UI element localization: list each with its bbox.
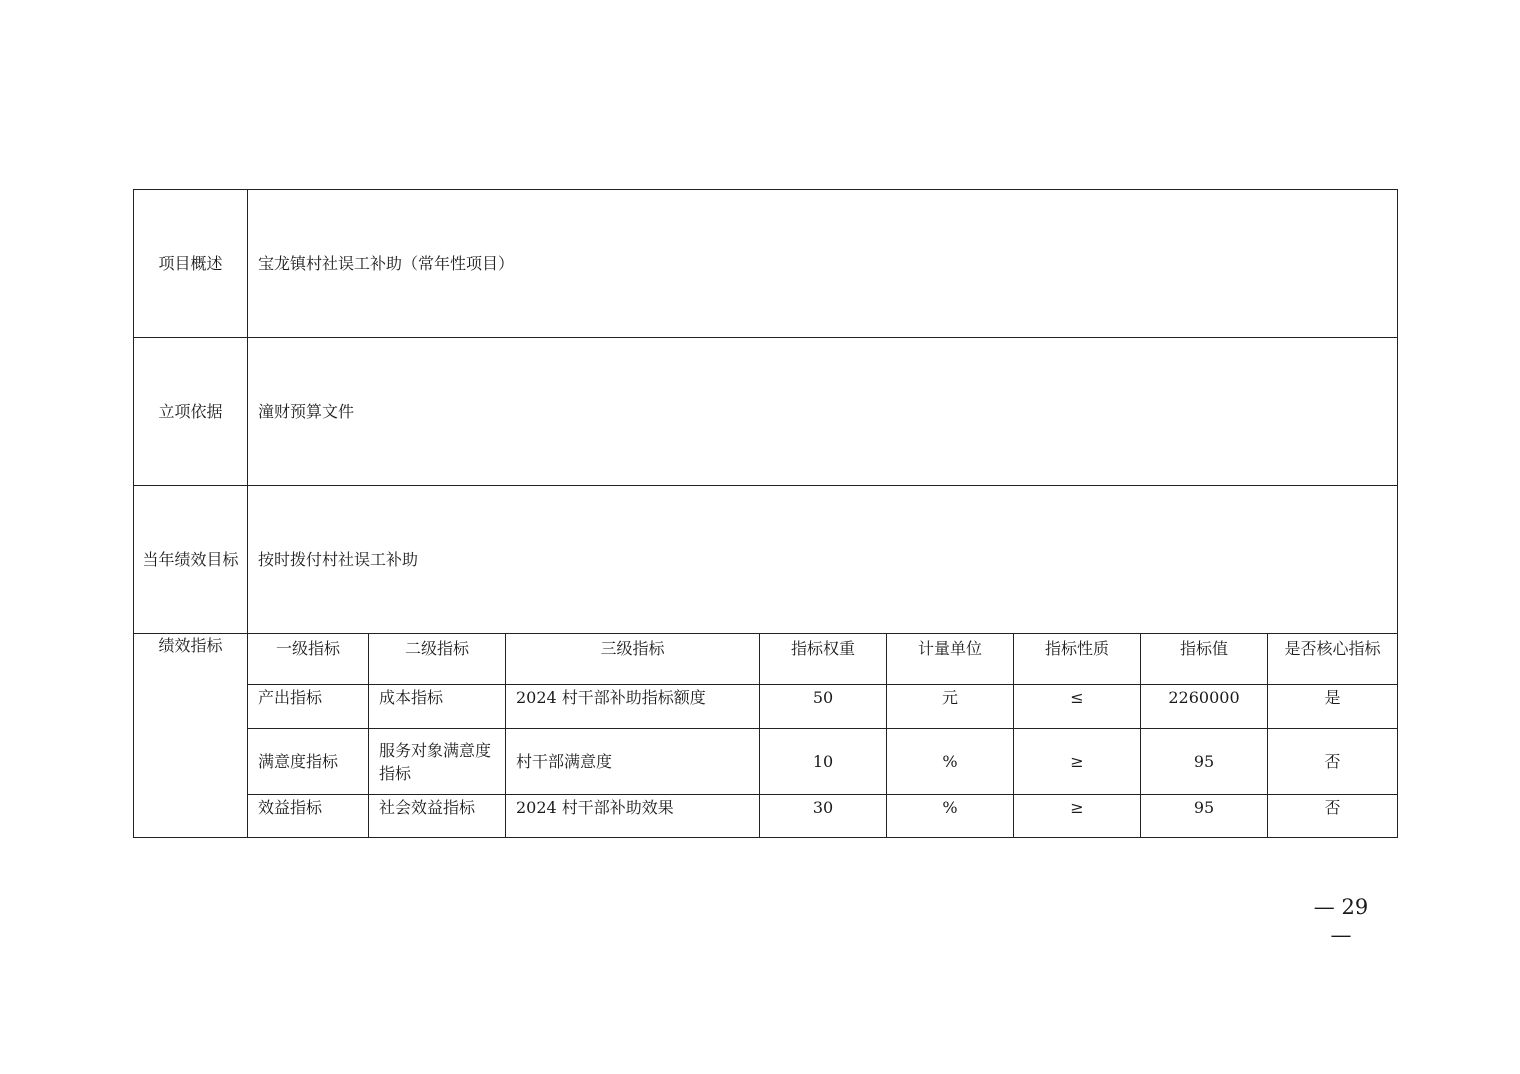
metrics-label: 绩效指标: [134, 634, 248, 838]
cell-value: 95: [1141, 795, 1268, 838]
cell-level1: 满意度指标: [248, 729, 369, 795]
header-level2: 二级指标: [369, 634, 506, 685]
cell-level3: 2024 村干部补助指标额度: [506, 685, 760, 729]
header-level3: 三级指标: [506, 634, 760, 685]
header-level1: 一级指标: [248, 634, 369, 685]
header-core: 是否核心指标: [1268, 634, 1398, 685]
cell-nature: ≤: [1014, 685, 1141, 729]
cell-level1: 产出指标: [248, 685, 369, 729]
cell-level2: 社会效益指标: [369, 795, 506, 838]
cell-nature: ≥: [1014, 729, 1141, 795]
header-unit: 计量单位: [887, 634, 1014, 685]
header-weight: 指标权重: [760, 634, 887, 685]
project-overview-content: 宝龙镇村社误工补助（常年性项目）: [248, 190, 1398, 338]
cell-level3: 村干部满意度: [506, 729, 760, 795]
page-number: — 29 —: [1313, 895, 1369, 947]
project-basis-content: 潼财预算文件: [248, 338, 1398, 486]
project-basis-row: [134, 338, 1398, 486]
annual-goal-row: [134, 486, 1398, 634]
project-basis-label: 立项依据: [134, 338, 248, 486]
project-overview-row: [134, 190, 1398, 338]
table-row: [134, 729, 1398, 795]
cell-core: 是: [1268, 685, 1398, 729]
cell-level2: 服务对象满意度指标: [369, 729, 506, 795]
project-overview-label: 项目概述: [134, 190, 248, 338]
performance-table: [133, 189, 1398, 838]
annual-goal-label: 当年绩效目标: [134, 486, 248, 634]
cell-core: 否: [1268, 795, 1398, 838]
annual-goal-content: 按时拨付村社误工补助: [248, 486, 1398, 634]
cell-nature: ≥: [1014, 795, 1141, 838]
cell-level3: 2024 村干部补助效果: [506, 795, 760, 838]
cell-weight: 30: [760, 795, 887, 838]
cell-weight: 10: [760, 729, 887, 795]
cell-core: 否: [1268, 729, 1398, 795]
header-nature: 指标性质: [1014, 634, 1141, 685]
table-row: [134, 685, 1398, 729]
table-row: [134, 795, 1398, 838]
header-value: 指标值: [1141, 634, 1268, 685]
cell-value: 2260000: [1141, 685, 1268, 729]
cell-unit: %: [887, 729, 1014, 795]
cell-level1: 效益指标: [248, 795, 369, 838]
cell-level2: 成本指标: [369, 685, 506, 729]
cell-unit: %: [887, 795, 1014, 838]
cell-value: 95: [1141, 729, 1268, 795]
cell-unit: 元: [887, 685, 1014, 729]
metrics-header-row: [134, 634, 1398, 685]
cell-weight: 50: [760, 685, 887, 729]
